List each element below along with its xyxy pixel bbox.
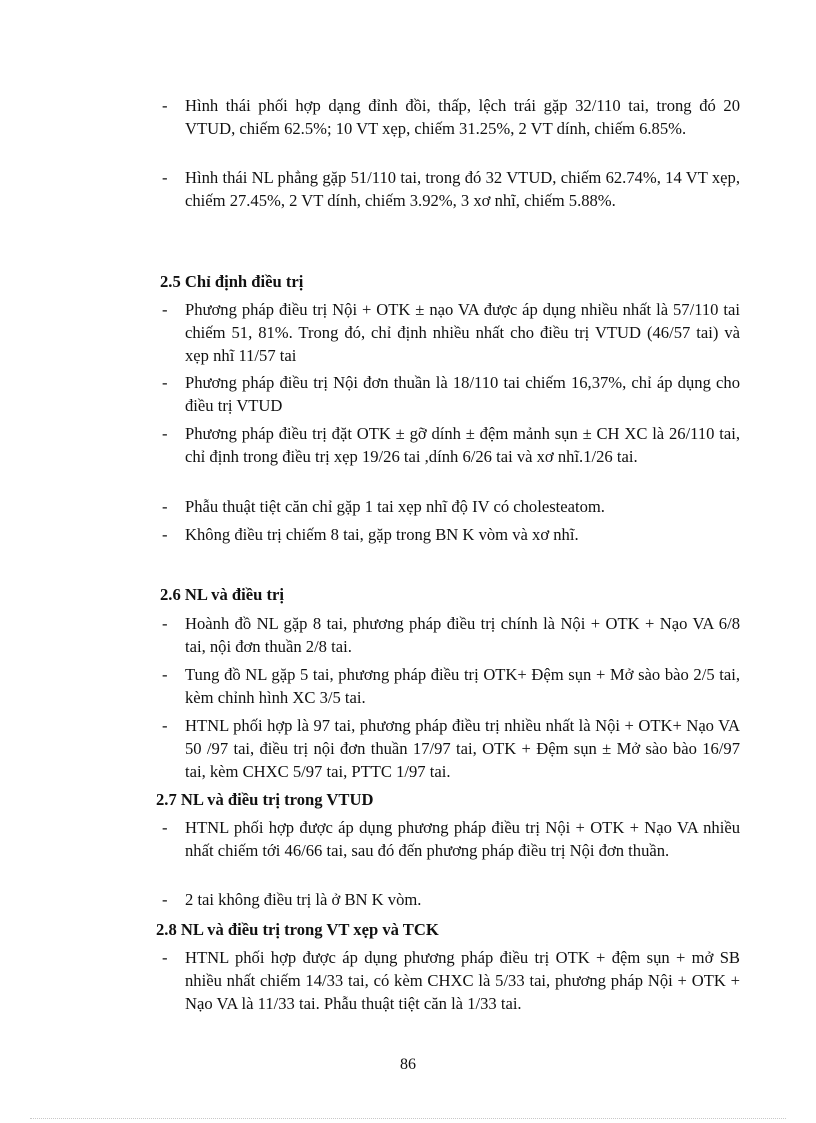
list-item-text: Tung đồ NL gặp 5 tai, phương pháp điều trị OTK+ Đệm sụn + Mở sào bào 2/5 tai, kèm chỉnh hình XC 3/5 tai. [185,665,740,707]
section-heading-2-5: 2.5 Chỉ định điều trị [160,272,304,291]
bullet-dash: - [162,525,168,544]
list-item [162,816,740,862]
list-item [162,495,740,518]
bullet-dash: - [162,300,168,319]
list-item [162,946,740,1015]
list-item [162,663,740,709]
page-border-line [30,1118,786,1119]
section-heading-2-6: 2.6 NL và điều trị [160,585,284,604]
section-heading-2-8: 2.8 NL và điều trị trong VT xẹp và TCK [156,920,439,939]
bullet-dash: - [162,373,168,392]
bullet-dash: - [162,614,168,633]
section-heading-2-7: 2.7 NL và điều trị trong VTUD [156,790,374,809]
list-item [162,523,740,546]
bullet-dash: - [162,716,168,735]
bullet-dash: - [162,424,168,443]
list-item-text: 2 tai không điều trị là ở BN K vòm. [185,890,422,909]
bullet-dash: - [162,497,168,516]
bullet-dash: - [162,665,168,684]
list-item-text: Hình thái phối hợp dạng đỉnh đồi, thấp, lệch trái gặp 32/110 tai, trong đó 20 VTUD, chiếm 62.5%; 10 VT xẹp, chiếm 31.25%, 2 VT dính, chiếm 6.85%. [185,96,740,138]
list-item-text: Hình thái NL phẳng gặp 51/110 tai, trong đó 32 VTUD, chiếm 62.74%, 14 VT xẹp, chiếm 27.45%, 2 VT dính, chiếm 3.92%, 3 xơ nhĩ, chiếm 5.88%. [185,168,740,210]
bullet-dash: - [162,890,168,909]
list-item [162,298,740,367]
list-item [162,612,740,658]
list-item [162,371,740,417]
list-item [162,422,740,468]
list-item-text: Phương pháp điều trị đặt OTK ± gỡ dính ± đệm mảnh sụn ± CH XC là 26/110 tai, chỉ định trong điều trị xẹp 19/26 tai ,dính 6/26 tai và xơ nhĩ.1/26 tai. [185,424,740,466]
bullet-dash: - [162,948,168,967]
list-item-text: HTNL phối hợp được áp dụng phương pháp điều trị Nội + OTK + Nạo VA nhiều nhất chiếm tới 46/66 tai, sau đó đến phương pháp điều trị Nội đơn thuần. [185,818,740,860]
list-item [162,94,740,140]
list-item [162,888,740,911]
list-item-text: Hoành đồ NL gặp 8 tai, phương pháp điều trị chính là Nội + OTK + Nạo VA 6/8 tai, nội đơn thuần 2/8 tai. [185,614,740,656]
list-item-text: Phương pháp điều trị Nội + OTK ± nạo VA được áp dụng nhiều nhất là 57/110 tai chiếm 51, 81%. Trong đó, chỉ định nhiều nhất cho điều trị VTUD (46/57 tai) và xẹp nhĩ 11/57 tai [185,300,740,365]
bullet-dash: - [162,818,168,837]
list-item [162,714,740,783]
list-item-text: Không điều trị chiếm 8 tai, gặp trong BN K vòm và xơ nhĩ. [185,525,579,544]
bullet-dash: - [162,96,168,115]
list-item [162,166,740,212]
page-number: 86 [400,1056,416,1073]
list-item-text: HTNL phối hợp là 97 tai, phương pháp điều trị nhiều nhất là Nội + OTK+ Nạo VA 50 /97 tai, điều trị nội đơn thuần 17/97 tai, OTK + Đệm sụn ± Mở sào bào 16/97 tai, kèm CHXC 5/97 tai, PTTC 1/97 tai. [185,716,740,781]
list-item-text: HTNL phối hợp được áp dụng phương pháp điều trị OTK + đệm sụn + mở SB nhiều nhất chiếm 14/33 tai, có kèm CHXC là 5/33 tai, phương pháp Nội + OTK + Nạo VA là 11/33 tai. Phẫu thuật tiệt căn là 1/33 tai. [185,948,740,1013]
list-item-text: Phẫu thuật tiệt căn chỉ gặp 1 tai xẹp nhĩ độ IV có cholesteatom. [185,497,605,516]
list-item-text: Phương pháp điều trị Nội đơn thuần là 18/110 tai chiếm 16,37%, chỉ áp dụng cho điều trị VTUD [185,373,740,415]
bullet-dash: - [162,168,168,187]
